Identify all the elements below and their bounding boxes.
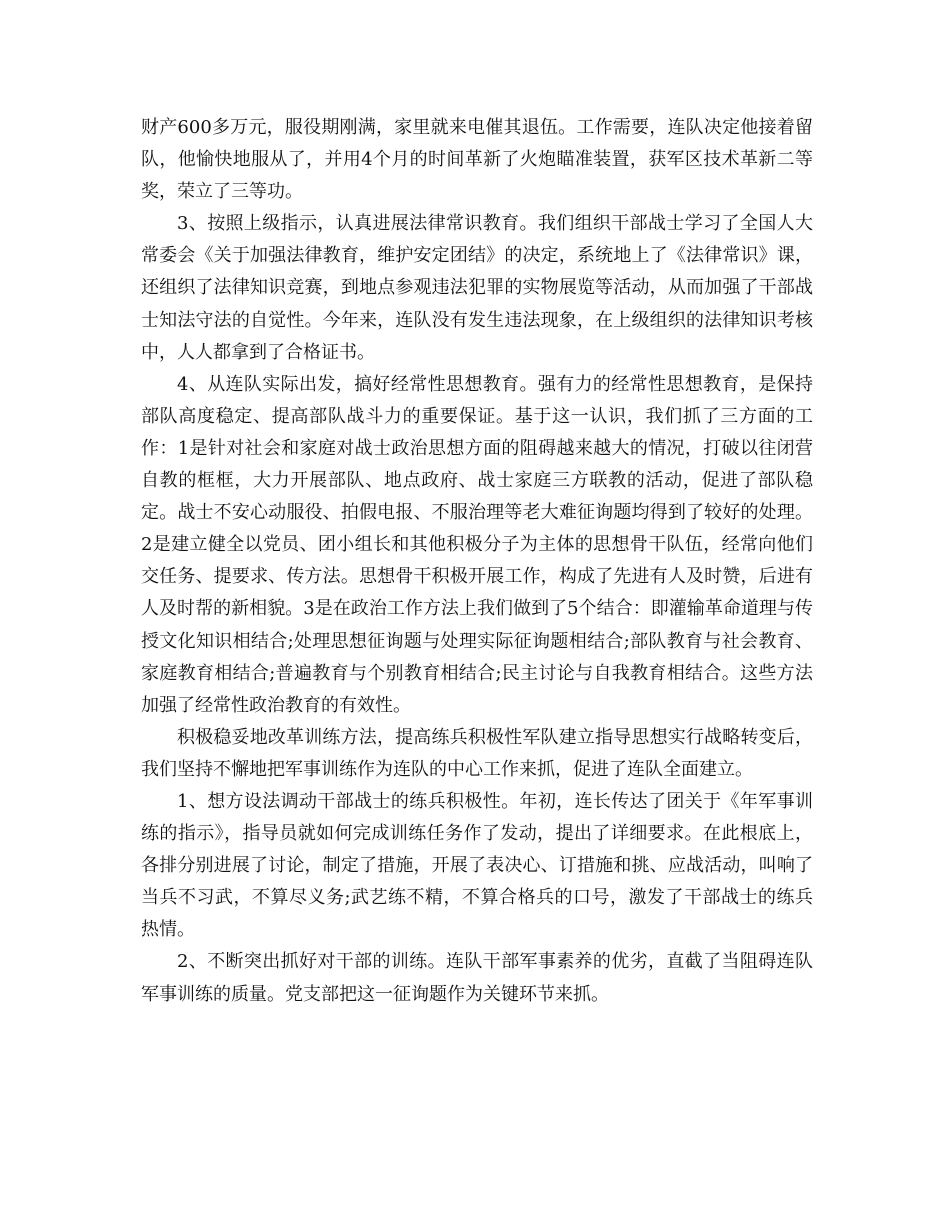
document-body [141,112,813,1011]
paragraph-6: 2、不断突出抓好对干部的训练。连队干部军事素养的优劣，直截了当阻碍连队军事训练的质量。党支部把这一征询题作为关键环节来抓。 [141,951,813,1005]
paragraph-2: 3、按照上级指示，认真进展法律常识教育。我们组织干部战士学习了全国人大常委会《关于加强法律教育，维护安定团结》的决定，系统地上了《法律常识》课，还组织了法律知识竞赛，到地点参观违法犯罪的实物展览等活动，从而加强了干部战士知法守法的自觉性。今年来，连队没有发生违法现象，在上级组织的法律知识考核中，人人都拿到了合格证书。 [141,213,813,363]
paragraph-5: 1、想方设法调动干部战士的练兵积极性。年初，连长传达了团关于《年军事训练的指示》，指导员就如何完成训练任务作了发动，提出了详细要求。在此根底上，各排分别进展了讨论，制定了措施，开展了表决心、订措施和挑、应战活动，叫响了当兵不习武，不算尽义务;武艺练不精，不算合格兵的口号，激发了干部战士的练兵热情。 [141,790,813,941]
paragraph-3: 4、从连队实际出发，搞好经常性思想教育。强有力的经常性思想教育，是保持部队高度稳定、提高部队战斗力的重要保证。基于这一认识，我们抓了三方面的工作：1是针对社会和家庭对战士政治思想方面的阻碍越来越大的情况，打破以往闭营自教的框框，大力开展部队、地点政府、战士家庭三方联教的活动，促进了部队稳定。战士不安心动服役、拍假电报、不服治理等老大难征询题均得到了较好的处理。2是建立健全以党员、团小组长和其他积极分子为主体的思想骨干队伍，经常向他们交任务、提要求、传方法。思想骨干积极开展工作，构成了先进有人及时赞，后进有人及时帮的新相貌。3是在政治工作方法上我们做到了5个结合：即灌输革命道理与传授文化知识相结合;处理思想征询题与处理实际征询题相结合;部队教育与社会教育、家庭教育相结合;普遍教育与个别教育相结合;民主讨论与自我教育相结合。这些方法加强了经常性政治教育的有效性。 [141,373,813,716]
paragraph-4: 积极稳妥地改革训练方法，提高练兵积极性军队建立指导思想实行战略转变后，我们坚持不懈地把军事训练作为连队的中心工作来抓，促进了连队全面建立。 [141,726,813,780]
paragraph-1: 财产600多万元，服役期刚满，家里就来电催其退伍。工作需要，连队决定他接着留队，他愉快地服从了，并用4个月的时间革新了火炮瞄准装置，获军区技术革新二等奖，荣立了三等功。 [141,117,813,203]
